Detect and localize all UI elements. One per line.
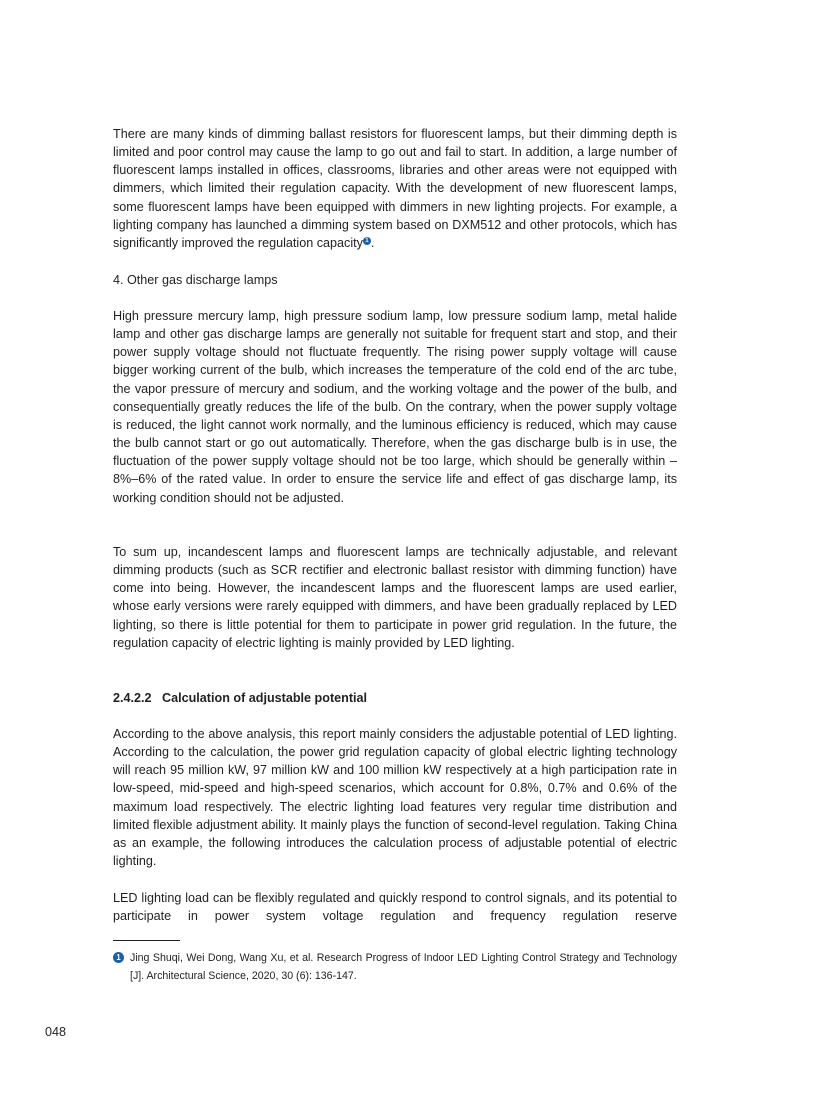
- paragraph-end: .: [370, 235, 375, 250]
- page-number: 048: [45, 1025, 67, 1039]
- footnote-text: Jing Shuqi, Wei Dong, Wang Xu, et al. Research Progress of Indoor LED Lighting Control Strategy and Technology [J]. Architectural Science, 2020, 30 (6): 136-147.: [130, 952, 677, 982]
- section-heading: 2.4.2.2 Calculation of adjustable potential: [113, 691, 368, 705]
- footnote-divider: [113, 940, 180, 941]
- subheading-gas-discharge: 4. Other gas discharge lamps: [113, 273, 278, 287]
- footnote: [113, 949, 677, 985]
- paragraph-fluorescent-dimming: [113, 125, 677, 252]
- paragraph-calculation: According to the above analysis, this report mainly considers the adjustable potential of LED lighting. According to the calculation, the power grid regulation capacity of global electric lighting technology will reach 95 million kW, 97 million kW and 100 million kW respectively at a high participation rate in low-speed, mid-speed and high-speed scenarios, which account for 0.8%, 0.7% and 0.6% of the maximum load respectively. The electric lighting load features very regular time distribution and limited flexible adjustment ability. It mainly plays the function of second-level regulation. Taking China as an example, the following introduces the calculation process of adjustable potential of electric lighting.: [113, 727, 677, 869]
- paragraph-summary: To sum up, incandescent lamps and fluorescent lamps are technically adjustable, and relevant dimming products (such as SCR rectifier and electronic ballast resistor with dimming function) have come into being. However, the incandescent lamps and the fluorescent lamps are used earlier, whose early versions were rarely equipped with dimmers, and have been gradually replaced by LED lighting, so there is little potential for them to participate in power grid regulation. In the future, the regulation capacity of electric lighting is mainly provided by LED lighting.: [113, 545, 677, 650]
- paragraph-gas-discharge: High pressure mercury lamp, high pressure sodium lamp, low pressure sodium lamp, metal halide lamp and other gas discharge lamps are generally not suitable for frequent start and stop, and their power supply voltage should not fluctuate frequently. The rising power supply voltage will cause bigger working current of the bulb, which increases the temperature of the cold end of the arc tube, the vapor pressure of mercury and sodium, and the working voltage and the power of the bulb, and consequentially greatly reduces the life of the bulb. On the contrary, when the power supply voltage is reduced, the light cannot work normally, and the luminous efficiency is reduced, which may cause the bulb cannot start or go out automatically. Therefore, when the gas discharge bulb is in use, the fluctuation of the power supply voltage should not be too large, which should be generally within –8%–6% of the rated value. In order to ensure the service life and effect of gas discharge lamp, its working condition should not be adjusted.: [113, 309, 677, 505]
- paragraph-text: There are many kinds of dimming ballast resistors for fluorescent lamps, but their dimming depth is limited and poor control may cause the lamp to go out and fail to start. In addition, a large number of fluorescent lamps installed in offices, classrooms, libraries and other areas were not equipped with dimmers, which limited their regulation capacity. With the development of new fluorescent lamps, some fluorescent lamps have been equipped with dimmers in new lighting projects. For example, a lighting company has launched a dimming system based on DXM512 and other protocols, which has significantly improved the regulation capacity: [113, 127, 677, 250]
- footnote-number-icon: 1: [113, 952, 124, 963]
- paragraph-led-load: LED lighting load can be flexibly regulated and quickly respond to control signals, and its potential to participate in power system voltage regulation and frequency regulation reserve: [113, 891, 677, 924]
- footnote-reference-icon[interactable]: 1: [363, 237, 371, 245]
